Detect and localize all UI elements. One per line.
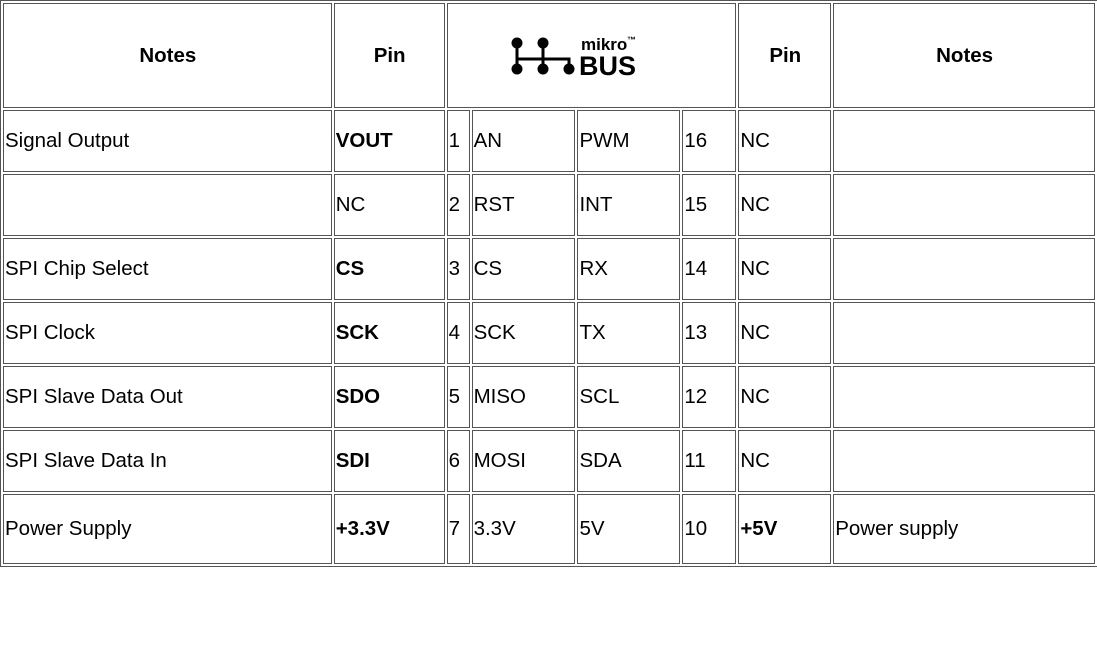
- bus-left-cell: MOSI: [472, 430, 576, 492]
- bus-right-cell: SCL: [577, 366, 680, 428]
- pin-right-cell: NC: [738, 302, 831, 364]
- bus-right-cell: RX: [577, 238, 680, 300]
- pin-number-left-cell: 6: [447, 430, 470, 492]
- mikrobus-logo-cell: [447, 3, 737, 108]
- bus-left-cell: 3.3V: [472, 494, 576, 564]
- bus-left-cell: MISO: [472, 366, 576, 428]
- table-row: [3, 238, 1095, 300]
- table-row: [3, 302, 1095, 364]
- notes-right-cell: [833, 174, 1095, 236]
- bus-left-cell: RST: [472, 174, 576, 236]
- header-notes-right: Notes: [833, 3, 1095, 108]
- mikrobus-logo: [507, 35, 677, 77]
- table-row: [3, 366, 1095, 428]
- notes-left-cell: [3, 174, 332, 236]
- pin-right-cell: NC: [738, 430, 831, 492]
- logo-mikro-text: mikro: [580, 34, 628, 54]
- notes-left-cell: Signal Output: [3, 110, 332, 172]
- pin-number-left-cell: 3: [447, 238, 470, 300]
- pin-number-right-cell: 10: [682, 494, 736, 564]
- table-header-row: [3, 3, 1095, 108]
- notes-right-cell: [833, 430, 1095, 492]
- bus-left-cell: AN: [472, 110, 576, 172]
- bus-left-cell: CS: [472, 238, 576, 300]
- notes-right-cell: [833, 238, 1095, 300]
- table-row: [3, 174, 1095, 236]
- logo-bus-text: BUS: [578, 50, 636, 77]
- bus-right-cell: 5V: [577, 494, 680, 564]
- pin-right-cell: NC: [738, 110, 831, 172]
- pin-left-cell: NC: [334, 174, 445, 236]
- bus-right-cell: INT: [577, 174, 680, 236]
- pin-left-cell: +3.3V: [334, 494, 445, 564]
- pin-right-cell: NC: [738, 174, 831, 236]
- pin-number-left-cell: 7: [447, 494, 470, 564]
- notes-left-cell: SPI Slave Data In: [3, 430, 332, 492]
- table-row: [3, 494, 1095, 564]
- logo-tm-text: ™: [626, 34, 636, 45]
- mikrobus-pins-icon: [511, 37, 574, 74]
- pin-left-cell: SCK: [334, 302, 445, 364]
- pin-left-cell: SDI: [334, 430, 445, 492]
- pin-number-right-cell: 15: [682, 174, 736, 236]
- notes-left-cell: Power Supply: [3, 494, 332, 564]
- header-pin-left: Pin: [334, 3, 445, 108]
- notes-left-cell: SPI Clock: [3, 302, 332, 364]
- pin-number-right-cell: 12: [682, 366, 736, 428]
- pin-number-right-cell: 13: [682, 302, 736, 364]
- notes-right-cell: Power supply: [833, 494, 1095, 564]
- table-row: [3, 430, 1095, 492]
- notes-left-cell: SPI Chip Select: [3, 238, 332, 300]
- pin-number-right-cell: 16: [682, 110, 736, 172]
- pin-left-cell: CS: [334, 238, 445, 300]
- pin-right-cell: NC: [738, 366, 831, 428]
- notes-right-cell: [833, 366, 1095, 428]
- pin-number-left-cell: 4: [447, 302, 470, 364]
- header-pin-right: Pin: [738, 3, 831, 108]
- pin-right-cell: +5V: [738, 494, 831, 564]
- bus-right-cell: TX: [577, 302, 680, 364]
- bus-left-cell: SCK: [472, 302, 576, 364]
- pin-left-cell: VOUT: [334, 110, 445, 172]
- table-row: [3, 110, 1095, 172]
- pin-right-cell: NC: [738, 238, 831, 300]
- notes-left-cell: SPI Slave Data Out: [3, 366, 332, 428]
- pin-number-right-cell: 14: [682, 238, 736, 300]
- header-notes-left: Notes: [3, 3, 332, 108]
- notes-right-cell: [833, 110, 1095, 172]
- bus-right-cell: SDA: [577, 430, 680, 492]
- notes-right-cell: [833, 302, 1095, 364]
- pin-number-left-cell: 1: [447, 110, 470, 172]
- pin-number-left-cell: 5: [447, 366, 470, 428]
- bus-right-cell: PWM: [577, 110, 680, 172]
- pin-number-left-cell: 2: [447, 174, 470, 236]
- pin-number-right-cell: 11: [682, 430, 736, 492]
- pin-left-cell: SDO: [334, 366, 445, 428]
